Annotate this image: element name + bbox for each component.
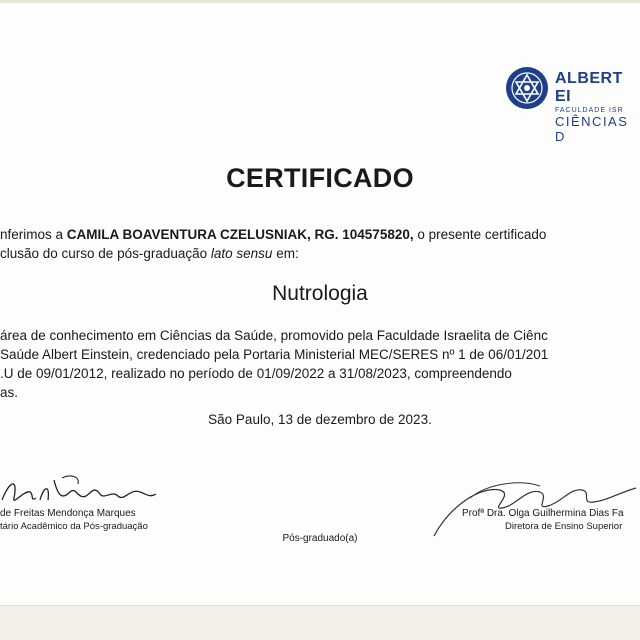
logo-subtitle-faculdade: FACULDADE ISR — [555, 107, 624, 114]
left-signatory-role: tário Acadêmico da Pós-graduação — [0, 521, 148, 532]
intro-text-c: clusão do curso de pós-graduação — [0, 246, 211, 261]
certificate-title: CERTIFICADO — [226, 163, 414, 193]
institution-logo-text — [555, 70, 640, 144]
right-signatory-role: Diretora de Ensino Superior — [505, 521, 623, 532]
body-line-2: Saúde Albert Einstein, credenciado pela Portaria Ministerial MEC/SERES nº 1 de 06/01/201 — [0, 347, 549, 362]
intro-text-d: em: — [272, 246, 299, 261]
top-edge — [0, 0, 640, 3]
body-line-4: as. — [0, 385, 19, 400]
bottom-edge — [0, 605, 640, 640]
left-signatory-name: de Freitas Mendonça Marques — [0, 508, 136, 519]
graduate-signature-label: Pós-graduado(a) — [282, 533, 358, 544]
intro-text-a: nferimos a — [0, 227, 67, 242]
logo-subtitle-ciencias: CIÊNCIAS D — [555, 114, 629, 144]
einstein-logo-icon — [505, 66, 549, 110]
intro-text-b: o presente certificado — [413, 227, 547, 242]
course-name: Nutrologia — [272, 282, 368, 305]
right-signatory-name: Profª Dra. Olga Guilhermina Dias Fa — [462, 508, 624, 519]
body-line-3: .U de 09/01/2012, realizado no período de 01/09/2022 a 31/08/2023, compreendendo — [0, 366, 512, 381]
left-signature-icon — [0, 470, 160, 510]
body-line-1: área de conhecimento em Ciências da Saúde, promovido pela Faculdade Israelita de Ciênc — [0, 328, 548, 343]
recipient-name: CAMILA BOAVENTURA CZELUSNIAK, RG. 104575820, — [66, 227, 414, 242]
intro-line-1 — [0, 225, 546, 244]
logo-name: ALBERT EI — [555, 70, 623, 105]
intro-line-2 — [0, 244, 299, 263]
lato-sensu: lato sensu — [210, 246, 273, 261]
issue-date-line: São Paulo, 13 de dezembro de 2023. — [208, 412, 432, 427]
